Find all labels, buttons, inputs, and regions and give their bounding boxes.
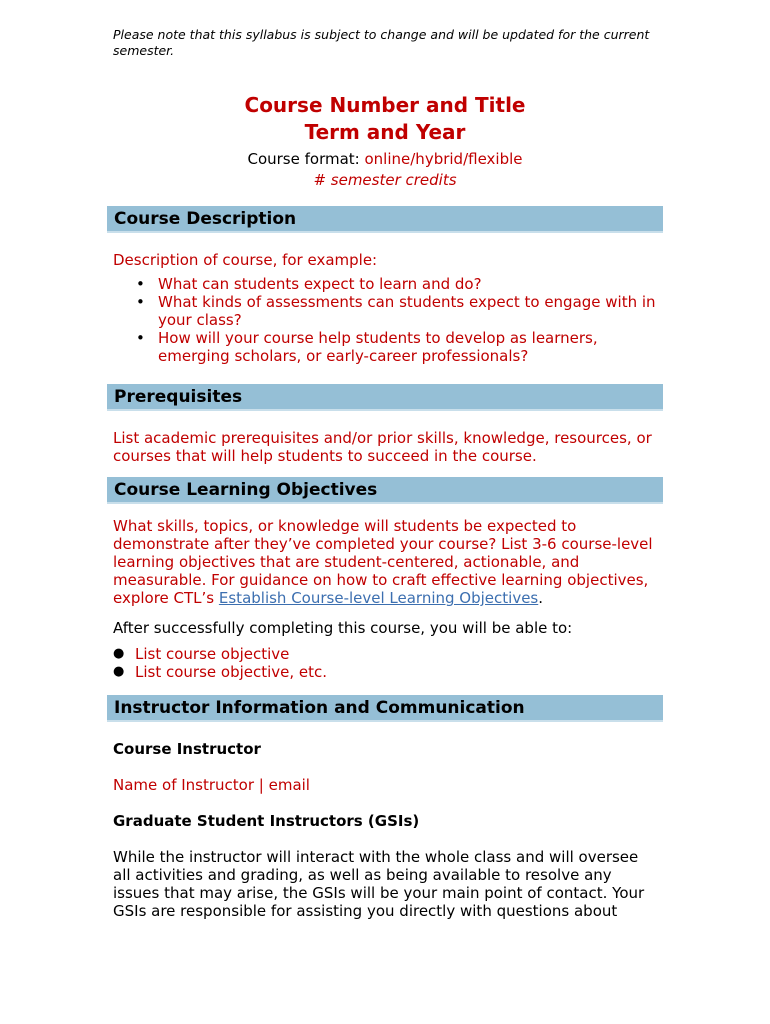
title-block	[0, 92, 770, 191]
gsi-description: While the instructor will interact with the whole class and will oversee all activities and grading, as well as being available to resolve any issues that may arise, the GSIs will be your main point of contact. Your GSIs are responsible for assisting you directly with questions about	[113, 848, 645, 920]
course-description-list	[113, 275, 658, 365]
list-item: • How will your course help students to develop as learners, emerging scholars, or early-career professionals?	[158, 329, 658, 365]
course-format-label: Course format:	[247, 150, 365, 168]
learning-objectives-body	[113, 517, 658, 681]
list-item: • What kinds of assessments can students expect to engage with in your class?	[158, 293, 658, 329]
list-item: ● List course objective	[135, 645, 658, 663]
learning-objectives-guidance	[113, 517, 658, 607]
semester-credits: # semester credits	[313, 171, 457, 189]
establish-objectives-link[interactable]: Establish Course-level Learning Objectives	[218, 589, 539, 607]
objectives-lead: After successfully completing this course, you will be able to:	[113, 619, 573, 637]
prerequisites-text: List academic prerequisites and/or prior skills, knowledge, resources, or courses that will help students to succeed in the course.	[113, 429, 652, 465]
gsi-label: Graduate Student Instructors (GSIs)	[113, 812, 420, 830]
course-format	[0, 149, 770, 170]
list-item: • What can students expect to learn and do?	[158, 275, 658, 293]
learning-objectives-heading: Course Learning Objectives	[107, 477, 663, 504]
course-format-value: online/hybrid/flexible	[364, 150, 523, 168]
course-instructor-label: Course Instructor	[113, 740, 261, 758]
course-description-body	[113, 251, 658, 365]
guidance-period: .	[538, 589, 544, 607]
learning-objectives-guidance-text: What skills, topics, or knowledge will students be expected to demonstrate after they’ve completed your course? List 3-6 course-level learning objectives that are student-centered, actionable, and measurable. For guidance on how to craft effective learning objectives, explore CTL’s	[113, 517, 653, 607]
course-description-heading: Course Description	[107, 206, 663, 233]
term-year: Term and Year	[304, 120, 466, 144]
instructor-name-email: Name of Instructor | email	[113, 776, 310, 794]
change-notice: Please note that this syllabus is subject to change and will be updated for the current semester.	[113, 27, 650, 58]
course-description-intro: Description of course, for example:	[113, 251, 378, 269]
instructor-info-heading: Instructor Information and Communication	[107, 695, 663, 722]
prerequisites-heading: Prerequisites	[107, 384, 663, 411]
objectives-list	[113, 645, 658, 681]
list-item: ● List course objective, etc.	[135, 663, 658, 681]
course-title: Course Number and Title	[244, 93, 526, 117]
